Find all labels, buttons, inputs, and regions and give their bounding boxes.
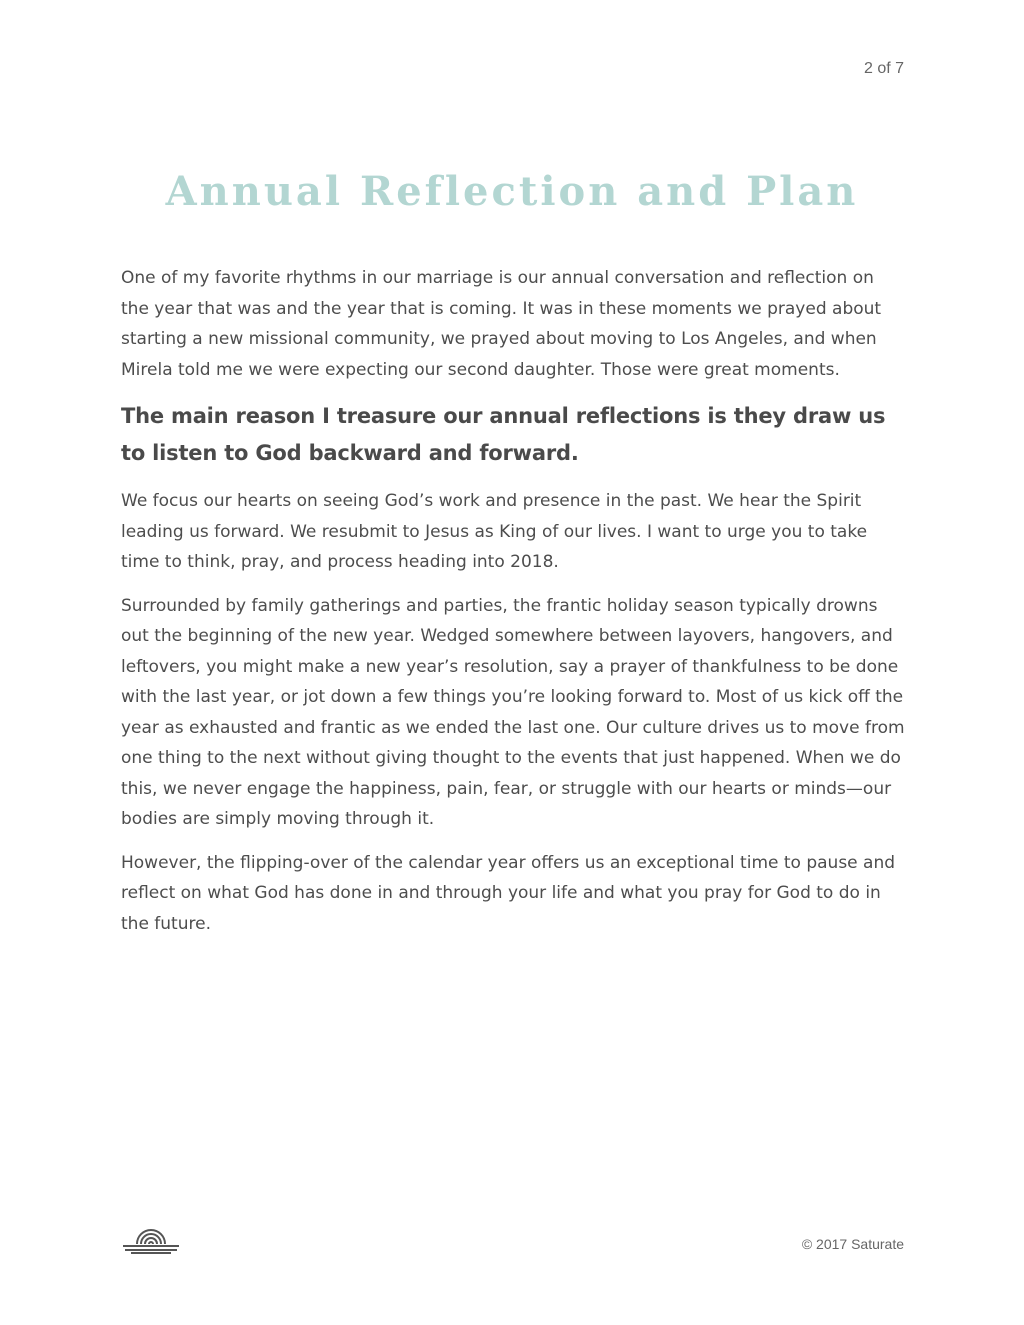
- paragraph-focus: We focus our hearts on seeing God’s work and presence in the past. We hear the Spirit leading us forward. We resubmit to Jesus as King of our lives. I want to urge you to take time to think, pray, and process heading into 2018.: [121, 491, 868, 572]
- paragraph-calendar: However, the flipping-over of the calendar year offers us an exceptional time to pause and reflect on what God has done in and through your life and what you pray for God to do in the future.: [121, 852, 896, 934]
- copyright-text: © 2017 Saturate: [801, 1236, 904, 1252]
- page-number: 2 of 7: [863, 60, 904, 77]
- page-title: Annual Reflection and Plan: [165, 168, 859, 215]
- article-body: [121, 263, 905, 952]
- saturate-logo-icon: [121, 1222, 181, 1254]
- paragraph-holidays: Surrounded by family gatherings and parties, the frantic holiday season typically drowns out the beginning of the new year. Wedged somewhere between layovers, hangovers, and leftovers, you might make a new year’s resolution, say a prayer of thankfulness to be done with the last year, or jot down a few things you’re looking forward to. Most of us kick off the year as exhausted and frantic as we ended the last one. Our culture drives us to move from one thing to the next without giving thought to the events that just happened. When we do this, we never engage the happiness, pain, fear, or struggle with our hearts or minds—our bodies are simply moving through it.: [121, 595, 905, 829]
- paragraph-intro: One of my favorite rhythms in our marriage is our annual conversation and reflection on the year that was and the year that is coming. It was in these moments we prayed about starting a new missional community, we prayed about moving to Los Angeles, and when Mirela told me we were expecting our second daughter. Those were great moments.: [121, 268, 882, 380]
- callout-heading: The main reason I treasure our annual reflections is they draw us to listen to God backward and forward.: [121, 404, 886, 465]
